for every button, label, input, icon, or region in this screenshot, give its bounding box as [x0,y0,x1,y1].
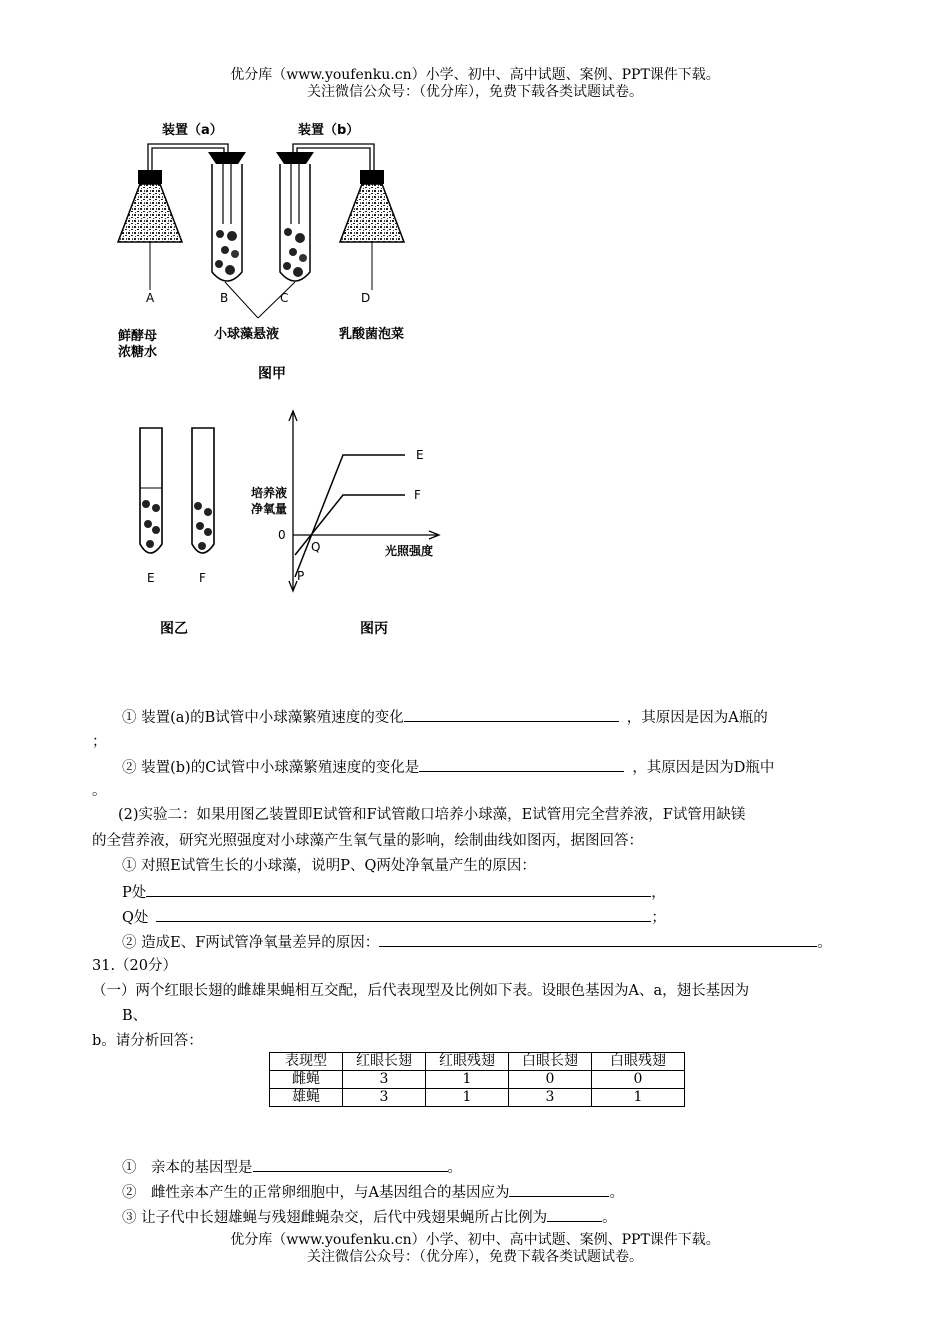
header-line-1: 优分库（www.youfenku.cn）小学、初中、高中试题、案例、PPT课件下载。 [230,67,720,83]
q31-title: 31.（20分） [92,958,178,974]
experiment-2-line-1: (2)实验二：如果用图乙装置即E试管和F试管敞口培养小球藻，E试管用完全营养液，F试管用缺镁 [118,807,746,823]
table-header-cell: 白眼长翅 [509,1053,592,1071]
answer-blank-sub2[interactable] [379,932,817,947]
letter-b: B [220,291,229,305]
table-cell: 雄蝇 [270,1089,343,1107]
figure-jia [110,112,420,387]
q-label: Q处 [122,910,149,926]
q31-intro-line-2: B、 [122,1008,148,1024]
q31-item-2: ② 雌性亲本产生的正常卵细胞中，与A基因组合的基因应为 [122,1185,510,1201]
label-device-a: 装置（a） [162,123,223,138]
answer-blank-ratio[interactable] [547,1207,602,1222]
table-cell: 1 [426,1089,509,1107]
test-tube-b [208,152,246,281]
answer-blank-q[interactable] [156,907,651,922]
table-cell: 雌蝇 [270,1071,343,1089]
p-label: P处 [122,885,147,901]
curve-e [295,455,405,577]
table-header-row [270,1053,685,1071]
answer-blank-genotype[interactable] [253,1157,448,1172]
table-cell: 3 [343,1071,426,1089]
p-end: ， [651,885,666,901]
table-header-cell: 白眼残翅 [592,1053,685,1071]
table-header-cell: 红眼残翅 [426,1053,509,1071]
figure-bing [245,405,455,640]
figure-yi-title: 图乙 [160,621,188,637]
q31-item-1-line [122,1157,462,1177]
sub-question-1: ① 对照E试管生长的小球藻，说明P、Q两处净氧量产生的原因： [122,858,536,874]
tube-e-label: E [147,571,155,585]
point-q-label: Q [311,540,321,554]
table-cell: 1 [592,1089,685,1107]
q31-item-2-line [122,1182,624,1202]
header-line-2: 关注微信公众号：（优分库），免费下载各类试题试卷。 [307,84,643,100]
letter-c: C [280,291,289,305]
table-header-cell: 红眼长翅 [343,1053,426,1071]
experiment-2-line-2: 的全营养液，研究光照强度对小球藻产生氧气量的影响，绘制曲线如图丙，据图回答： [92,833,643,849]
figure-yi [130,420,240,640]
q31-item-1-end: 。 [447,1160,462,1176]
table-header-cell: 表现型 [270,1053,343,1071]
question-2-text: ② 装置(b)的C试管中小球藻繁殖速度的变化是 [122,760,420,776]
flask-a [118,170,182,242]
question-1-text: ① 装置(a)的B试管中小球藻繁殖速度的变化 [122,710,404,726]
table-cell: 1 [426,1071,509,1089]
test-tube-f [192,428,214,553]
table-row [270,1071,685,1089]
question-1-line [122,707,768,727]
q31-item-1: ① 亲本的基因型是 [122,1160,253,1176]
flask-d [340,170,404,242]
footer-line-2: 关注微信公众号：（优分库），免费下载各类试题试卷。 [307,1249,643,1265]
curve-e-label: E [416,448,424,462]
q-answer-line [122,907,666,927]
y-label-2: 净氧量 [251,502,288,516]
answer-blank-egg[interactable] [509,1182,609,1197]
caption-lactobacillus: 乳酸菌泡菜 [339,327,405,342]
p-answer-line [122,882,666,902]
answer-blank-q2[interactable] [419,757,624,772]
phenotype-table [269,1052,685,1107]
table-cell: 3 [509,1089,592,1107]
table-cell: 0 [509,1071,592,1089]
q31-intro-line-3: b。请分析回答： [92,1033,203,1049]
figure-jia-title: 图甲 [258,366,286,382]
question-2-line [122,757,774,777]
question-1-tail: ，其原因是因为A瓶的 [626,710,768,726]
sub-question-2: ② 造成E、F两试管净氧量差异的原因： [122,935,380,951]
test-tube-e [140,428,162,553]
q31-item-2-end: 。 [609,1185,624,1201]
caption-chlorella: 小球藻悬液 [214,327,280,342]
curve-f-label: F [414,488,421,502]
test-tube-c [276,152,314,281]
zero-label: 0 [278,528,286,542]
answer-blank-p[interactable] [146,882,651,897]
y-label-1: 培养液 [251,486,288,500]
question-2-tail: ，其原因是因为D瓶中 [632,760,775,776]
label-device-b: 装置（b） [298,123,360,138]
letter-a: A [146,291,155,305]
letter-d: D [361,291,371,305]
q31-item-3: ③ 让子代中长翅雄蝇与残翅雌蝇杂交，后代中残翅果蝇所占比例为 [122,1210,548,1226]
caption-yeast: 鲜酵母 [118,329,158,344]
caption-sugar: 浓糖水 [118,345,158,360]
sub-question-2-end: 。 [817,935,832,951]
table-cell: 3 [343,1089,426,1107]
question-2-end: 。 [92,783,107,799]
point-p-label: P [297,569,305,583]
table-row [270,1089,685,1107]
q31-intro-line-1: （一）两个红眼长翅的雌雄果蝇相互交配，后代表现型及比例如下表。设眼色基因为A、a，翅长基因为 [92,983,750,999]
answer-blank-q1[interactable] [404,707,619,722]
tube-f-label: F [199,571,206,585]
footer-line-1: 优分库（www.youfenku.cn）小学、初中、高中试题、案例、PPT课件下载。 [230,1232,720,1248]
question-1-end: ； [92,734,107,750]
table-cell: 0 [592,1071,685,1089]
q31-item-3-line [122,1207,617,1227]
x-label: 光照强度 [385,544,434,558]
sub-question-2-line [122,932,832,952]
q-end: ； [651,910,666,926]
q31-item-3-end: 。 [602,1210,617,1226]
figure-bing-title: 图丙 [360,621,388,637]
